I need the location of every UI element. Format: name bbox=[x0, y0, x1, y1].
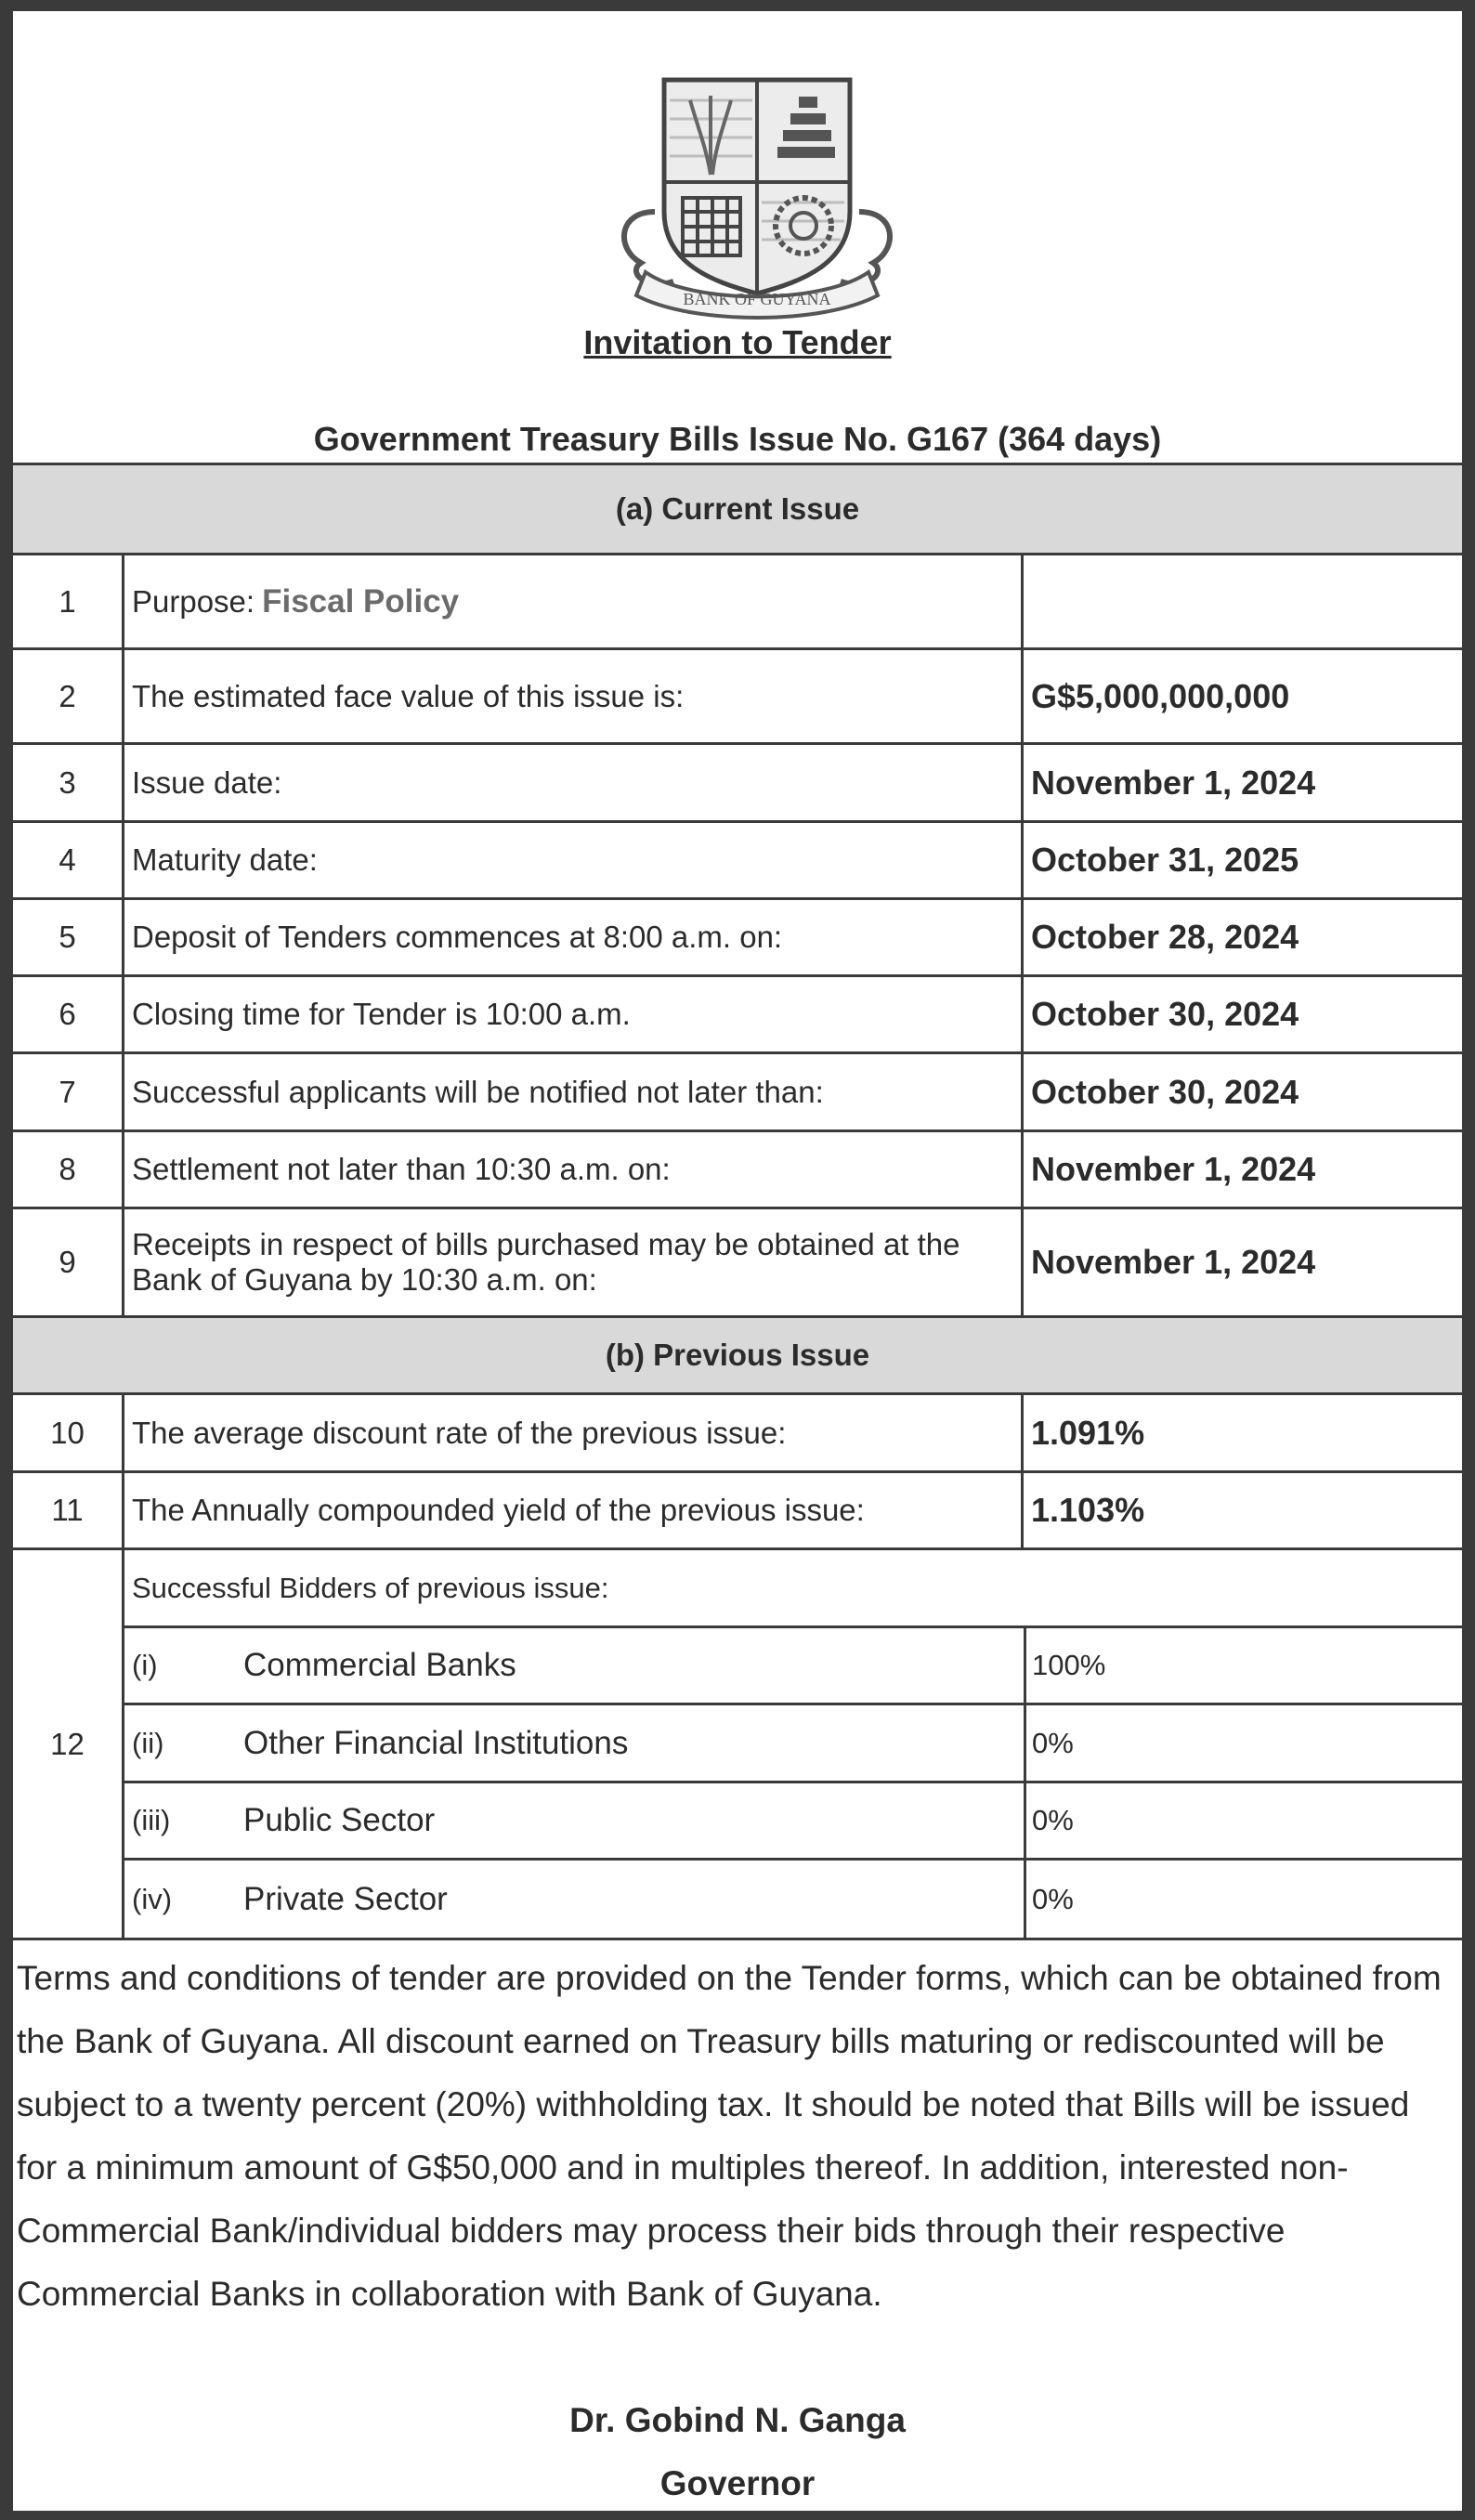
row-value bbox=[1024, 555, 1462, 647]
item-index: (iii) bbox=[132, 1804, 171, 1836]
row-value: 1.103% bbox=[1031, 1491, 1145, 1529]
item-index: (ii) bbox=[132, 1726, 164, 1759]
row-value: October 28, 2024 bbox=[1031, 918, 1299, 956]
row-number: 9 bbox=[13, 1209, 124, 1315]
row-number: 6 bbox=[13, 977, 124, 1051]
row-label: Closing time for Tender is 10:00 a.m. bbox=[124, 977, 1024, 1051]
table-row bbox=[13, 555, 1462, 650]
list-item bbox=[124, 1861, 1462, 1938]
bidder-percent: 0% bbox=[1032, 1726, 1074, 1759]
row-value: November 1, 2024 bbox=[1031, 1243, 1316, 1281]
row-number: 4 bbox=[13, 823, 124, 897]
row-number: 1 bbox=[13, 555, 124, 647]
bidder-category: Other Financial Institutions bbox=[243, 1705, 1026, 1781]
bidders-subrows bbox=[124, 1550, 1462, 1938]
bidder-category: Commercial Banks bbox=[243, 1628, 1026, 1703]
row-number: 11 bbox=[13, 1473, 124, 1547]
row-label: Issue date: bbox=[124, 745, 1024, 820]
row-value: 1.091% bbox=[1031, 1413, 1145, 1452]
row-label: The average discount rate of the previous issue: bbox=[124, 1395, 1024, 1470]
row-label: Successful applicants will be notified not later than: bbox=[124, 1054, 1024, 1129]
row-value: October 31, 2025 bbox=[1031, 841, 1299, 879]
page-title: Invitation to Tender bbox=[583, 323, 892, 361]
bidder-category: Public Sector bbox=[243, 1783, 1026, 1858]
item-index: (i) bbox=[132, 1649, 158, 1681]
list-item bbox=[124, 1628, 1462, 1705]
row-number: 10 bbox=[13, 1395, 124, 1470]
row-label bbox=[124, 555, 1024, 647]
bidders-group bbox=[13, 1550, 1462, 1940]
item-index: (iv) bbox=[132, 1882, 173, 1915]
table-row bbox=[13, 1054, 1462, 1132]
bidders-heading-row bbox=[124, 1550, 1462, 1628]
row-label: Deposit of Tenders commences at 8:00 a.m. on: bbox=[124, 900, 1024, 974]
list-item bbox=[124, 1705, 1462, 1783]
row-value: October 30, 2024 bbox=[1031, 995, 1299, 1033]
signatory-title: Governor bbox=[659, 2464, 816, 2502]
row-value: November 1, 2024 bbox=[1031, 1150, 1316, 1188]
crest-ribbon-text: BANK OF GUYANA bbox=[683, 290, 831, 308]
bidder-percent: 0% bbox=[1032, 1804, 1074, 1836]
row-number: 3 bbox=[13, 745, 124, 820]
table-row bbox=[13, 977, 1462, 1054]
row-label: The estimated face value of this issue is: bbox=[124, 650, 1024, 742]
row-number: 12 bbox=[13, 1550, 124, 1938]
bidder-percent: 100% bbox=[1032, 1649, 1106, 1681]
table-row bbox=[13, 1395, 1462, 1473]
row-value: November 1, 2024 bbox=[1031, 763, 1316, 802]
signatory-name: Dr. Gobind N. Ganga bbox=[569, 2401, 906, 2439]
table-row bbox=[13, 900, 1462, 977]
row-value: October 30, 2024 bbox=[1031, 1072, 1299, 1111]
bidder-category: Private Sector bbox=[243, 1861, 1026, 1938]
table-row bbox=[13, 1473, 1462, 1550]
row-number: 2 bbox=[13, 650, 124, 742]
table-row bbox=[13, 823, 1462, 900]
bidders-heading: Successful Bidders of previous issue: bbox=[132, 1571, 609, 1604]
list-item bbox=[124, 1783, 1462, 1861]
tender-table bbox=[13, 463, 1462, 1940]
table-row bbox=[13, 1132, 1462, 1209]
purpose-label: Purpose: bbox=[132, 583, 255, 619]
bank-of-guyana-crest-logo bbox=[608, 72, 906, 325]
table-row bbox=[13, 1209, 1462, 1315]
section-heading-current-issue: (a) Current Issue bbox=[13, 463, 1462, 555]
bidder-percent: 0% bbox=[1032, 1882, 1074, 1915]
row-label: The Annually compounded yield of the previous issue: bbox=[124, 1473, 1024, 1547]
terms-paragraph: Terms and conditions of tender are provided on the Tender forms, which can be obtained from the Bank of Guyana. All discount earned on Treasury bills maturing or rediscounted will be subject to a twenty percent (20%) withholding tax. It should be noted that Bills will be issued for a minimum amount of G$50,000 and in multiples thereof. In addition, interested non-Commercial Bank/individual bidders may process their bids through their respective Commercial Banks in collaboration with Bank of Guyana. bbox=[17, 1959, 1442, 2313]
row-number: 8 bbox=[13, 1132, 124, 1207]
row-label: Maturity date: bbox=[124, 823, 1024, 897]
issue-subtitle: Government Treasury Bills Issue No. G167 (364 days) bbox=[313, 420, 1162, 458]
table-row bbox=[13, 650, 1462, 745]
row-number: 5 bbox=[13, 900, 124, 974]
row-label: Settlement not later than 10:30 a.m. on: bbox=[124, 1132, 1024, 1207]
row-value: G$5,000,000,000 bbox=[1031, 676, 1290, 715]
section-heading-previous-issue: (b) Previous Issue bbox=[13, 1315, 1462, 1395]
row-number: 7 bbox=[13, 1054, 124, 1129]
table-row bbox=[13, 745, 1462, 823]
row-label: Receipts in respect of bills purchased may be obtained at the Bank of Guyana by 10:30 a.m. on: bbox=[124, 1209, 1024, 1315]
purpose-value: Fiscal Policy bbox=[262, 582, 460, 620]
